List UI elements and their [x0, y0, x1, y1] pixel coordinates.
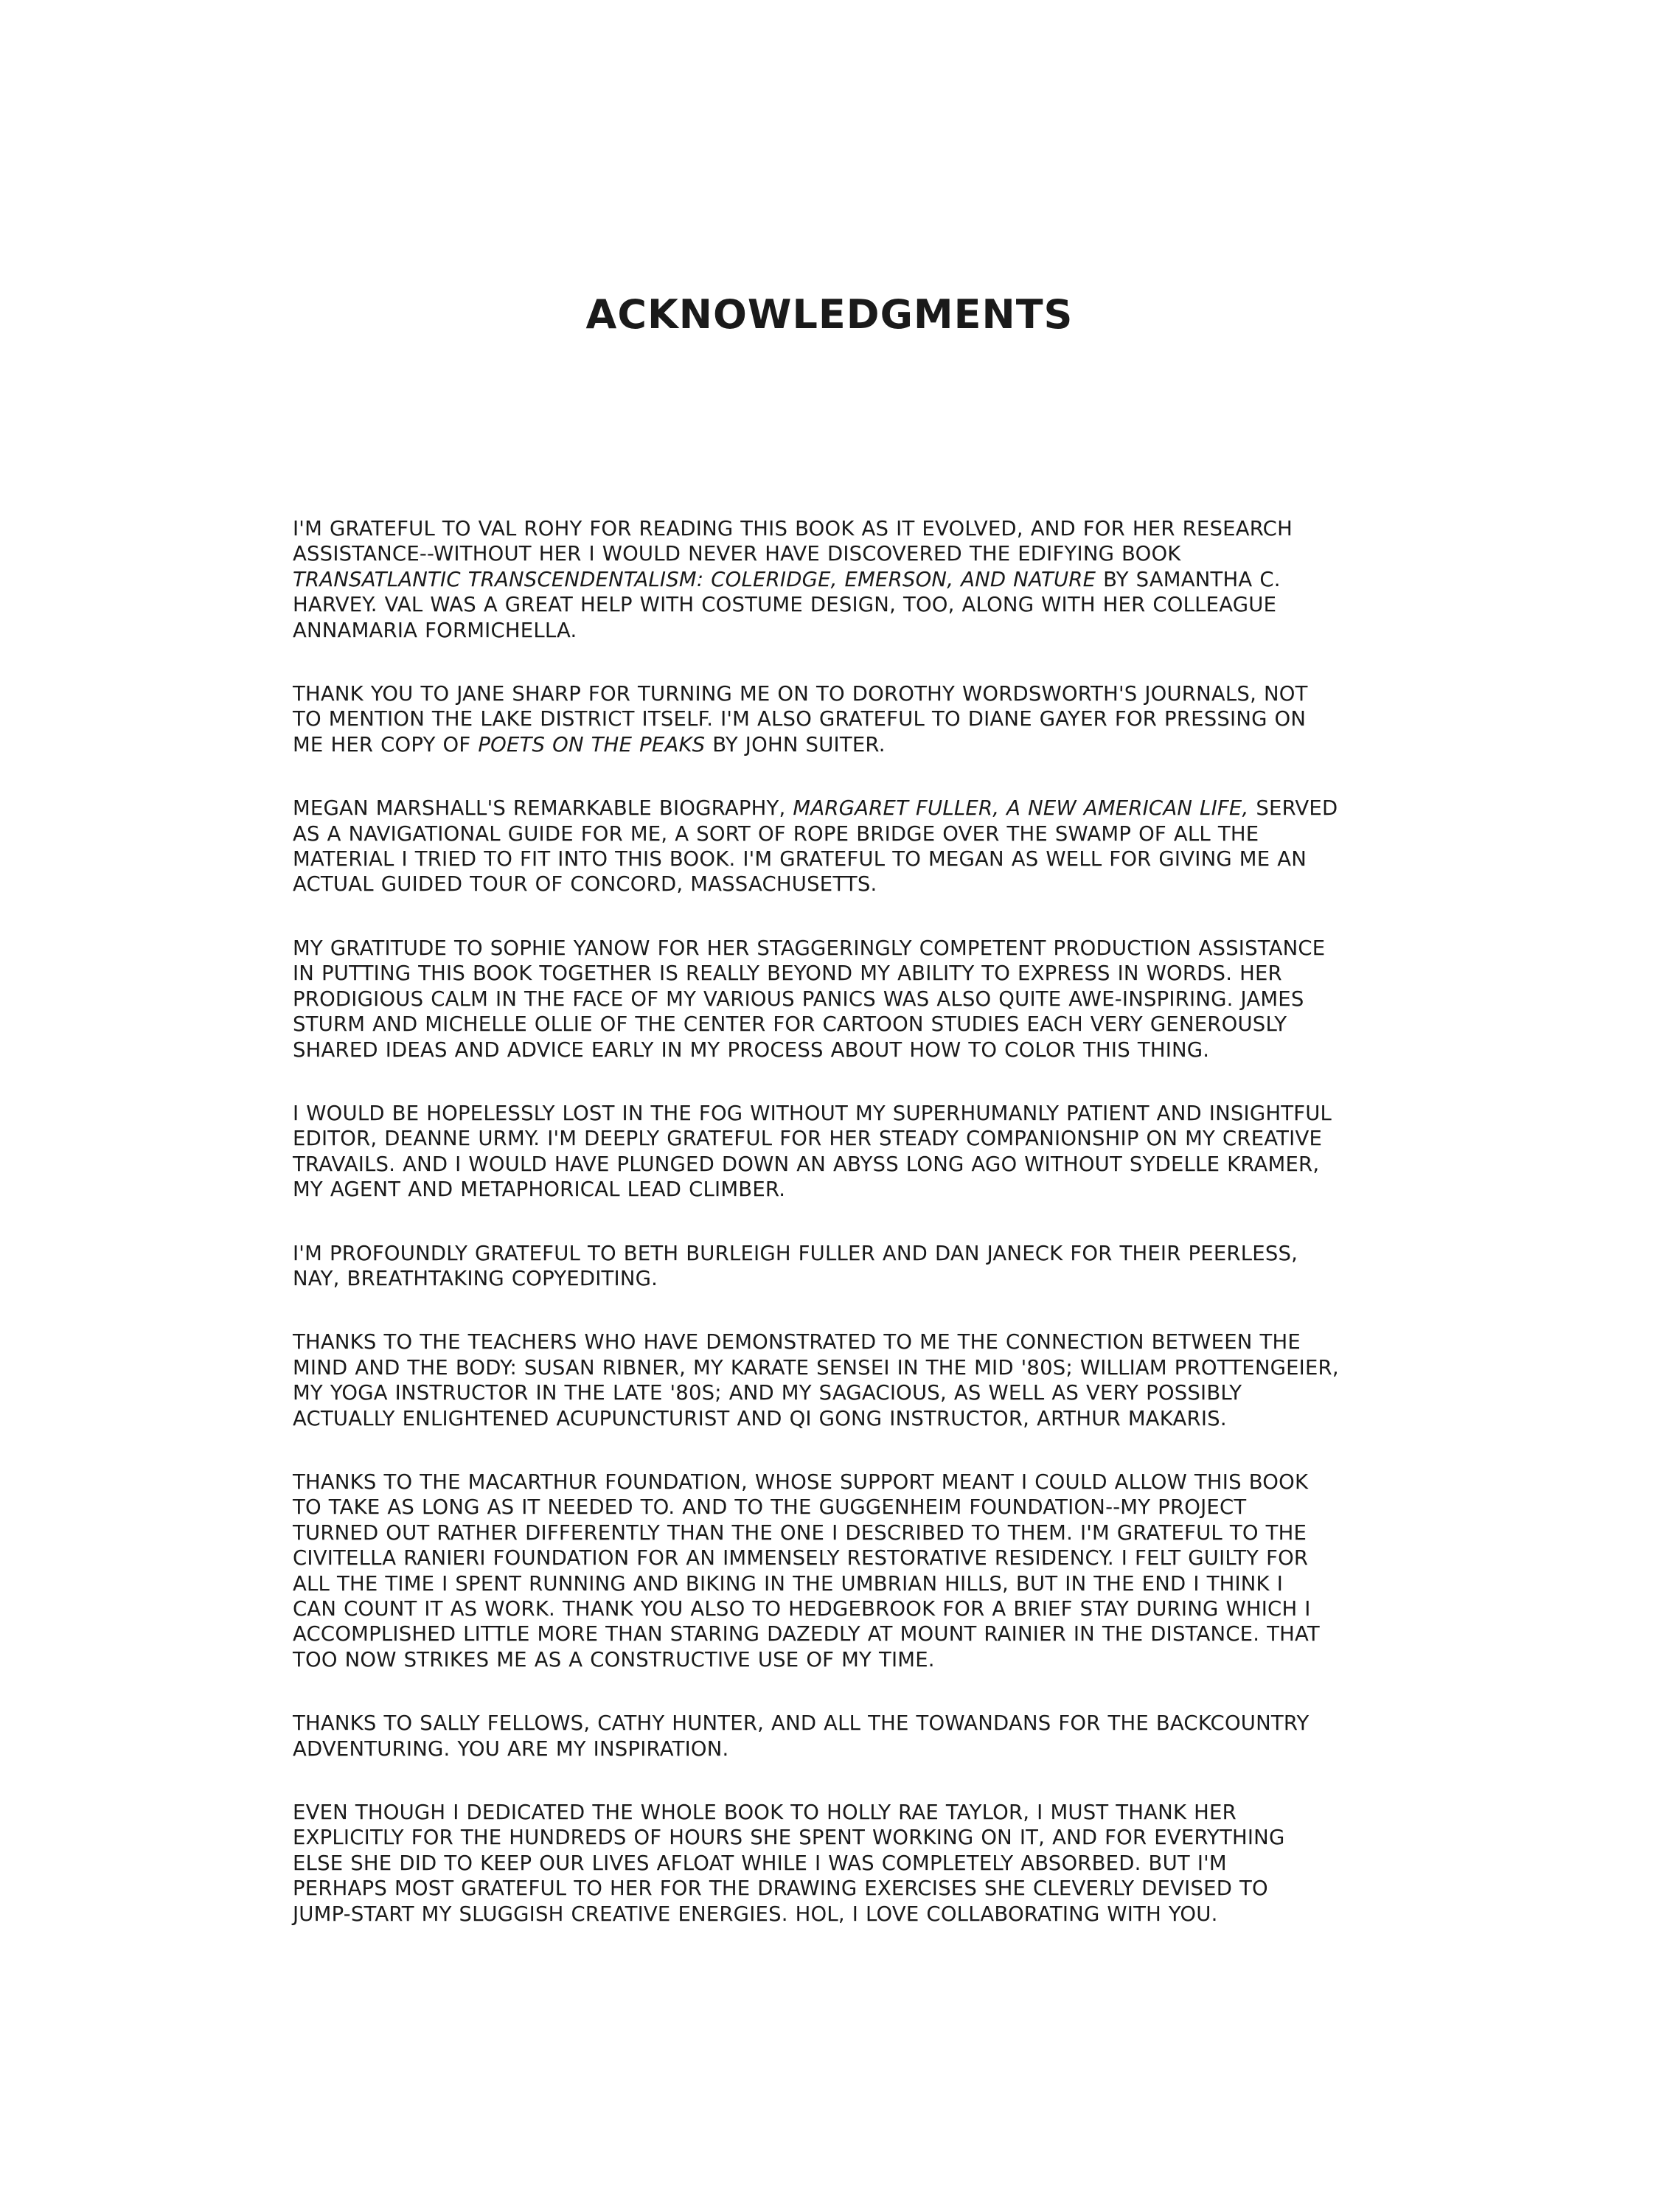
- text-line: [293, 1242, 1298, 1265]
- text-run: JUMP-START MY SLUGGISH CREATIVE ENERGIES. HOL, I LOVE COLLABORATING WITH YOU.: [293, 1902, 1218, 1926]
- text-line: [293, 1851, 1227, 1875]
- paragraph: [293, 796, 1369, 897]
- text-run: ACTUALLY ENLIGHTENED ACUPUNCTURIST AND QI GONG INSTRUCTOR, ARTHUR MAKARIS.: [293, 1406, 1227, 1430]
- text-run: STURM AND MICHELLE OLLIE OF THE CENTER FOR CARTOON STUDIES EACH VERY GENEROUSLY: [293, 1012, 1287, 1037]
- acknowledgments-body: [293, 516, 1369, 1965]
- text-line: [293, 1127, 1322, 1150]
- text-line: [293, 847, 1307, 871]
- text-line: [293, 619, 577, 642]
- text-line: [293, 1012, 1287, 1036]
- text-run: PRODIGIOUS CALM IN THE FACE OF MY VARIOUS PANICS WAS ALSO QUITE AWE-INSPIRING. JAMES: [293, 987, 1304, 1011]
- text-run: ASSISTANCE--WITHOUT HER I WOULD NEVER HAVE DISCOVERED THE EDIFYING BOOK: [293, 542, 1181, 566]
- text-run: TO TAKE AS LONG AS IT NEEDED TO. AND TO THE GUGGENHEIM FOUNDATION--MY PROJECT: [293, 1495, 1247, 1520]
- text-run: ME HER COPY OF: [293, 732, 479, 757]
- text-run: MY YOGA INSTRUCTOR IN THE LATE '80S; AND MY SAGACIOUS, AS WELL AS VERY POSSIBLY: [293, 1381, 1242, 1405]
- paragraph: [293, 516, 1369, 643]
- text-run: NAY, BREATHTAKING COPYEDITING.: [293, 1266, 658, 1290]
- text-run: I WOULD BE HOPELESSLY LOST IN THE FOG WITHOUT MY SUPERHUMANLY PATIENT AND INSIGHTFUL: [293, 1101, 1332, 1125]
- text-line: [293, 593, 1276, 616]
- text-line: [293, 1902, 1218, 1926]
- text-line: [293, 961, 1282, 985]
- text-run: TOO NOW STRIKES ME AS A CONSTRUCTIVE USE OF MY TIME.: [293, 1647, 935, 1672]
- text-run: I'M GRATEFUL TO VAL ROHY FOR READING THIS BOOK AS IT EVOLVED, AND FOR HER RESEARCH: [293, 517, 1293, 540]
- text-run: I'M PROFOUNDLY GRATEFUL TO BETH BURLEIGH FULLER AND DAN JANECK FOR THEIR PEERLESS,: [293, 1241, 1298, 1265]
- text-run: ACTUAL GUIDED TOUR OF CONCORD, MASSACHUSETTS.: [293, 872, 877, 897]
- text-line: [293, 1622, 1320, 1646]
- text-line: [293, 1737, 728, 1761]
- text-line: [293, 872, 877, 896]
- text-line: [293, 1572, 1283, 1596]
- text-line: [293, 1038, 1209, 1062]
- text-line: [293, 682, 1308, 706]
- text-run: TO MENTION THE LAKE DISTRICT ITSELF. I'M ALSO GRATEFUL TO DIANE GAYER FOR PRESSING ON: [293, 707, 1307, 731]
- text-line: [293, 733, 886, 757]
- text-line: [293, 1801, 1237, 1824]
- text-run: HARVEY. VAL WAS A GREAT HELP WITH COSTUME DESIGN, TOO, ALONG WITH HER COLLEAGUE: [293, 593, 1277, 617]
- text-line: [293, 1267, 658, 1290]
- paragraph: [293, 1711, 1369, 1761]
- text-run: SERVED: [1248, 796, 1338, 821]
- text-line: [293, 1470, 1308, 1494]
- text-line: [293, 1495, 1246, 1519]
- text-run: ALL THE TIME I SPENT RUNNING AND BIKING IN THE UMBRIAN HILLS, BUT IN THE END I THINK I: [293, 1571, 1284, 1596]
- paragraph: [293, 1470, 1369, 1672]
- text-run: CAN COUNT IT AS WORK. THANK YOU ALSO TO HEDGEBROOK FOR A BRIEF STAY DURING WHICH I: [293, 1597, 1311, 1621]
- text-line: [293, 1356, 1339, 1380]
- text-line: [293, 1546, 1308, 1570]
- text-line: [293, 936, 1325, 960]
- text-line: [293, 1648, 935, 1672]
- text-line: [293, 1597, 1311, 1621]
- text-run: CIVITELLA RANIERI FOUNDATION FOR AN IMMENSELY RESTORATIVE RESIDENCY. I FELT GUILTY FOR: [293, 1546, 1309, 1571]
- text-line: [293, 1381, 1242, 1405]
- text-line: [293, 1407, 1227, 1430]
- text-run: AS A NAVIGATIONAL GUIDE FOR ME, A SORT OF ROPE BRIDGE OVER THE SWAMP OF ALL THE: [293, 821, 1259, 846]
- text-run: MATERIAL I TRIED TO FIT INTO THIS BOOK. I'M GRATEFUL TO MEGAN AS WELL FOR GIVING ME AN: [293, 847, 1307, 872]
- text-line: [293, 1521, 1307, 1545]
- text-run: ANNAMARIA FORMICHELLA.: [293, 618, 577, 642]
- paragraph: [293, 1329, 1369, 1431]
- text-line: [293, 1178, 785, 1201]
- paragraph: [293, 1101, 1369, 1203]
- text-run: TRAVAILS. AND I WOULD HAVE PLUNGED DOWN AN ABYSS LONG AGO WITHOUT SYDELLE KRAMER,: [293, 1152, 1320, 1176]
- text-run: MY GRATITUDE TO SOPHIE YANOW FOR HER STAGGERINGLY COMPETENT PRODUCTION ASSISTANCE: [293, 936, 1326, 960]
- paragraph: [293, 1800, 1369, 1927]
- text-line: [293, 1330, 1301, 1354]
- text-line: [293, 707, 1306, 731]
- text-run: THANKS TO THE MACARTHUR FOUNDATION, WHOSE SUPPORT MEANT I COULD ALLOW THIS BOOK: [293, 1470, 1309, 1494]
- text-line: [293, 1826, 1284, 1849]
- text-run: EDITOR, DEANNE URMY. I'M DEEPLY GRATEFUL FOR HER STEADY COMPANIONSHIP ON MY CREATIVE: [293, 1127, 1323, 1151]
- text-line: [293, 542, 1181, 566]
- page-title: ACKNOWLEDGMENTS: [585, 291, 1074, 338]
- text-run: EXPLICITLY FOR THE HUNDREDS OF HOURS SHE SPENT WORKING ON IT, AND FOR EVERYTHING: [293, 1826, 1285, 1850]
- text-run: ACCOMPLISHED LITTLE MORE THAN STARING DAZEDLY AT MOUNT RAINIER IN THE DISTANCE. THAT: [293, 1622, 1320, 1646]
- text-run: MY AGENT AND METAPHORICAL LEAD CLIMBER.: [293, 1178, 786, 1202]
- text-run: ADVENTURING. YOU ARE MY INSPIRATION.: [293, 1736, 729, 1761]
- text-line: [293, 1711, 1309, 1735]
- text-line: [293, 568, 1281, 591]
- text-run: MIND AND THE BODY: SUSAN RIBNER, MY KARATE SENSEI IN THE MID '80S; WILLIAM PROTTENGEIER,: [293, 1355, 1339, 1380]
- text-run: THANK YOU TO JANE SHARP FOR TURNING ME ON TO DOROTHY WORDSWORTH'S JOURNALS, NOT: [293, 682, 1308, 706]
- text-run: PERHAPS MOST GRATEFUL TO HER FOR THE DRAWING EXERCISES SHE CLEVERLY DEVISED TO: [293, 1877, 1268, 1901]
- text-run: THANKS TO SALLY FELLOWS, CATHY HUNTER, AND ALL THE TOWANDANS FOR THE BACKCOUNTRY: [293, 1711, 1310, 1736]
- text-line: [293, 822, 1259, 846]
- italic-title: MARGARET FULLER, A NEW AMERICAN LIFE,: [793, 796, 1249, 821]
- text-run: ELSE SHE DID TO KEEP OUR LIVES AFLOAT WHILE I WAS COMPLETELY ABSORBED. BUT I'M: [293, 1851, 1227, 1875]
- text-run: EVEN THOUGH I DEDICATED THE WHOLE BOOK TO HOLLY RAE TAYLOR, I MUST THANK HER: [293, 1801, 1237, 1825]
- italic-title: TRANSATLANTIC TRANSCENDENTALISM: COLERIDGE, EMERSON, AND NATURE: [293, 567, 1096, 591]
- paragraph: [293, 936, 1369, 1062]
- text-run: BY JOHN SUITER.: [705, 732, 886, 757]
- text-run: THANKS TO THE TEACHERS WHO HAVE DEMONSTRATED TO ME THE CONNECTION BETWEEN THE: [293, 1330, 1301, 1354]
- italic-title: POETS ON THE PEAKS: [478, 732, 706, 757]
- text-line: [293, 1152, 1319, 1176]
- text-line: [293, 1102, 1332, 1125]
- text-line: [293, 987, 1304, 1011]
- text-run: MEGAN MARSHALL'S REMARKABLE BIOGRAPHY,: [293, 796, 793, 821]
- text-line: [293, 517, 1293, 540]
- text-run: IN PUTTING THIS BOOK TOGETHER IS REALLY BEYOND MY ABILITY TO EXPRESS IN WORDS. HER: [293, 961, 1282, 986]
- text-run: SHARED IDEAS AND ADVICE EARLY IN MY PROCESS ABOUT HOW TO COLOR THIS THING.: [293, 1037, 1210, 1062]
- paragraph: [293, 1241, 1369, 1292]
- paragraph: [293, 681, 1369, 757]
- text-run: TURNED OUT RATHER DIFFERENTLY THAN THE ONE I DESCRIBED TO THEM. I'M GRATEFUL TO THE: [293, 1520, 1307, 1545]
- text-line: [293, 796, 1338, 820]
- text-run: BY SAMANTHA C.: [1096, 567, 1281, 591]
- text-line: [293, 1877, 1268, 1900]
